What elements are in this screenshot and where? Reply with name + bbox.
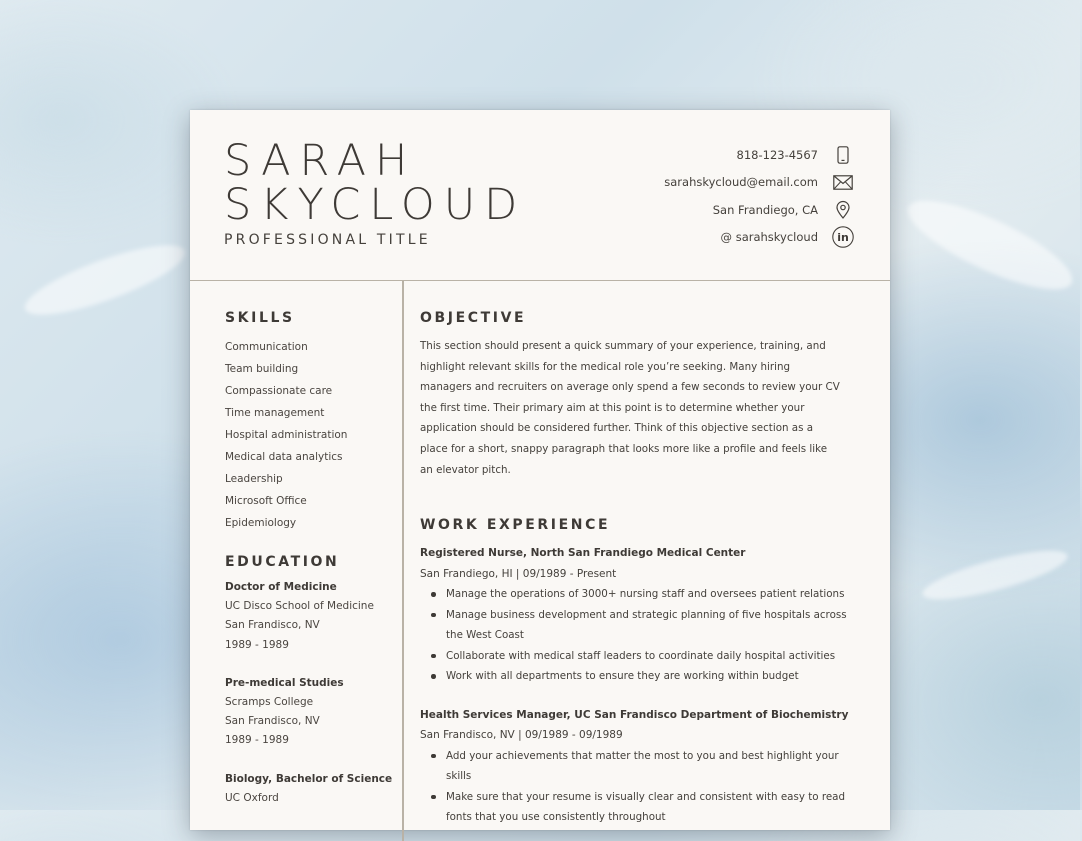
job-bullet: Add your achievements that matter the most to you and best highlight your skills — [420, 746, 860, 787]
email-text: sarahskycloud@email.com — [664, 175, 818, 190]
contact-info — [534, 141, 854, 251]
resume-page — [190, 110, 890, 830]
education-school: UC Disco School of Medicine — [225, 600, 374, 613]
education-list — [225, 578, 395, 808]
education-degree: Pre-medical Studies — [225, 676, 344, 689]
education-degree: Doctor of Medicine — [225, 581, 337, 593]
job-bullets — [420, 746, 860, 828]
skill-item: Leadership — [225, 473, 283, 485]
skill-item: Compassionate care — [225, 385, 333, 397]
skill-item: Time management — [225, 407, 325, 419]
contact-linkedin — [534, 224, 854, 252]
job-bullet: Make sure that your resume is visually clear and consistent with easy to read fonts that you use consistently throughout — [420, 787, 860, 828]
phone-icon — [832, 144, 854, 166]
job-meta: San Frandiego, HI | 09/1989 - Present — [420, 567, 617, 580]
education-location: San Frandisco, NV — [225, 715, 320, 728]
job-meta: San Frandisco, NV | 09/1989 - 09/1989 — [420, 729, 623, 742]
svg-text:in: in — [837, 231, 849, 245]
location-icon — [832, 199, 854, 221]
skill-item: Medical data analytics — [225, 451, 343, 463]
education-school: Scramps College — [225, 695, 314, 708]
linkedin-text: @ sarahskycloud — [720, 230, 818, 245]
education-entry — [225, 578, 395, 655]
education-location: San Frandisco, NV — [225, 619, 320, 632]
education-entry — [225, 674, 395, 751]
job-bullet: Work with all departments to ensure they are working within budget — [420, 666, 860, 687]
location-text: San Frandiego, CA — [712, 202, 818, 217]
resume-header — [190, 110, 890, 281]
column-divider — [402, 281, 404, 841]
contact-phone — [534, 141, 854, 169]
job-title: Health Services Manager, UC San Frandisco Department of Biochemistry — [420, 708, 849, 721]
skill-item: Microsoft Office — [225, 495, 307, 507]
marble-vein — [18, 232, 191, 328]
phone-text: 818-123-4567 — [736, 147, 818, 162]
education-years: 1989 - 1989 — [225, 638, 289, 651]
objective-text: This section should present a quick summary of your experience, training, and highlight relevant skills for the medical role you’re seeking. Many hiring managers and recruiters on average only spend a few seconds to review your CV the first time. Their primary aim at this point is to determine whether your application should be considered further. Think of this objective section as a place for a short, snappy paragraph that looks more like a profile and feels like an elevator pitch. — [420, 340, 840, 476]
email-icon — [832, 171, 854, 193]
job-bullet: Manage business development and strategic planning of five hospitals across the West Coast — [420, 605, 860, 646]
skills-heading: SKILLS — [225, 310, 295, 326]
job-bullets — [420, 584, 860, 687]
marble-vein — [898, 184, 1082, 305]
job-title: Registered Nurse, North San Frandiego Medical Center — [420, 547, 746, 560]
right-column — [420, 310, 860, 828]
work-heading: WORK EXPERIENCE — [420, 517, 611, 534]
job-bullet: Collaborate with medical staff leaders to coordinate daily hospital activities — [420, 646, 860, 667]
job-bullet: Manage the operations of 3000+ nursing staff and oversees patient relations — [420, 584, 860, 605]
job-entry — [420, 543, 860, 687]
last-name: SKYCLOUD — [224, 180, 527, 230]
contact-email — [534, 169, 854, 197]
education-entry — [225, 770, 395, 808]
skill-item: Team building — [225, 363, 299, 375]
skills-list — [225, 336, 395, 534]
first-name: SARAH — [224, 136, 417, 186]
marble-vein — [919, 541, 1072, 609]
contact-location — [534, 196, 854, 224]
education-school: UC Oxford — [225, 791, 279, 804]
skill-item: Epidemiology — [225, 517, 297, 529]
education-degree: Biology, Bachelor of Science — [225, 772, 393, 785]
job-entry — [420, 705, 860, 828]
education-heading: EDUCATION — [225, 554, 340, 570]
linkedin-icon — [832, 226, 854, 248]
skill-item: Communication — [225, 341, 308, 353]
professional-title: PROFESSIONAL TITLE — [224, 232, 431, 248]
education-years: 1989 - 1989 — [225, 734, 289, 747]
left-column — [225, 310, 395, 827]
skill-item: Hospital administration — [225, 429, 348, 441]
objective-heading: OBJECTIVE — [420, 310, 527, 326]
